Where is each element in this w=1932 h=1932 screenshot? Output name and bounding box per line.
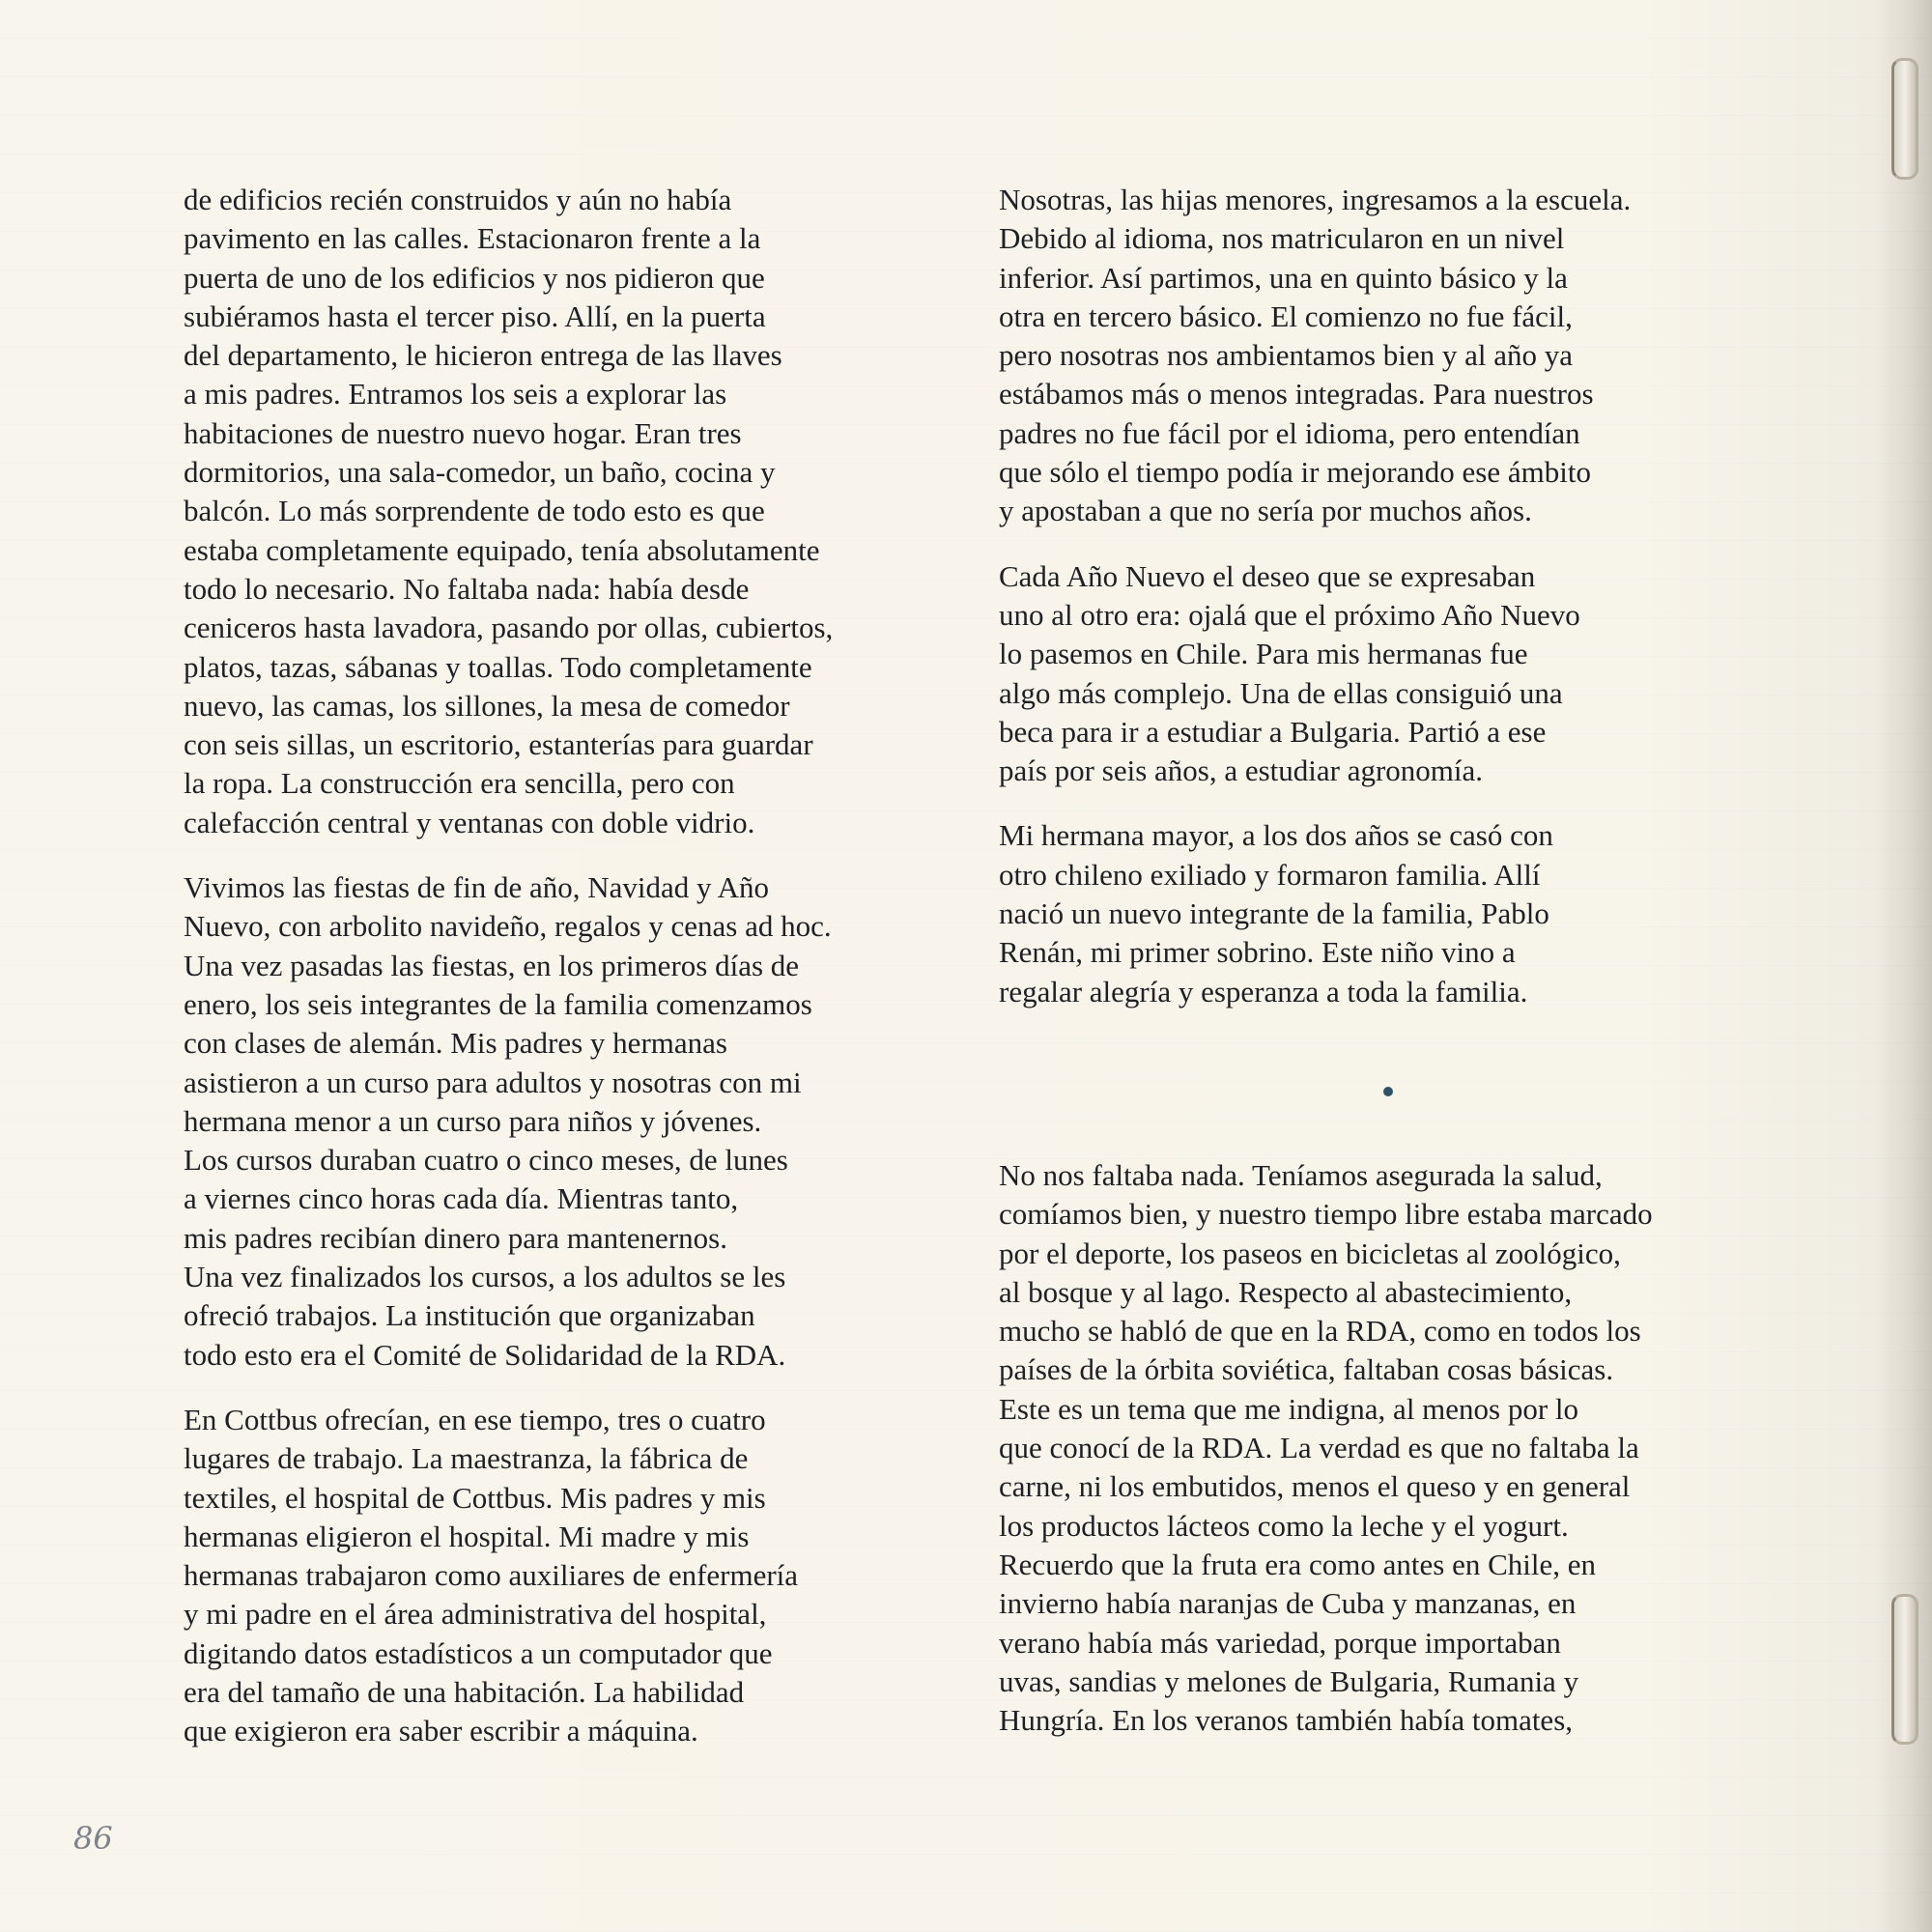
text-line: hermanas eligieron el hospital. Mi madre y mis (184, 1519, 750, 1553)
text-line: de edificios recién construidos y aún no había (184, 183, 732, 216)
text-line: Este es un tema que me indigna, al menos por lo (999, 1391, 1579, 1426)
text-line: Debido al idioma, nos matricularon en un nivel (999, 221, 1565, 256)
text-line: Hungría. En los veranos también había tomates, (999, 1703, 1574, 1738)
text-line: subiéramos hasta el tercer piso. Allí, en la puerta (184, 298, 766, 333)
text-line: textiles, el hospital de Cottbus. Mis padres y mis (184, 1480, 766, 1515)
text-line: puerta de uno de los edificios y nos pidieron que (184, 260, 765, 295)
text-line: Los cursos duraban cuatro o cinco meses, de lunes (184, 1143, 788, 1178)
text-line: lugares de trabajo. La maestranza, la fábrica de (184, 1441, 749, 1476)
text-line: por el deporte, los paseos en bicicletas al zoológico, (999, 1236, 1621, 1270)
text-line: mis padres recibían dinero para mantenernos. (184, 1220, 727, 1255)
left-paragraph-1 (184, 181, 966, 842)
text-line: la ropa. La construcción era sencilla, pero con (184, 766, 735, 801)
text-line: invierno había naranjas de Cuba y manzanas, en (999, 1586, 1577, 1621)
text-line: platos, tazas, sábanas y toallas. Todo completamente (184, 649, 812, 684)
right-paragraph-4 (999, 1156, 1781, 1740)
text-line: países de la órbita soviética, faltaban cosas básicas. (999, 1352, 1614, 1387)
text-line: regalar alegría y esperanza a toda la familia. (999, 974, 1528, 1009)
text-line: que sólo el tiempo podía ir mejorando ese ámbito (999, 455, 1591, 490)
right-column (999, 181, 1781, 1037)
text-line: Una vez pasadas las fiestas, en los primeros días de (184, 948, 800, 982)
text-line: y mi padre en el área administrativa del hospital, (184, 1597, 767, 1632)
text-line: En Cottbus ofrecían, en ese tiempo, tres o cuatro (184, 1402, 766, 1436)
text-line: digitando datos estadísticos a un computador que (184, 1635, 773, 1670)
text-line: carne, ni los embutidos, menos el queso y en general (999, 1469, 1631, 1504)
left-paragraph-3 (184, 1401, 966, 1751)
text-line: con seis sillas, un escritorio, estanterías para guardar (184, 727, 813, 762)
text-line: y apostaban a que no sería por muchos años. (999, 494, 1532, 528)
text-line: ofreció trabajos. La institución que organizaban (184, 1298, 755, 1333)
text-line: otra en tercero básico. El comienzo no fue fácil, (999, 298, 1573, 333)
binding-ring-bottom (1891, 1594, 1918, 1745)
text-line: país por seis años, a estudiar agronomía. (999, 753, 1484, 788)
text-line: Recuerdo que la fruta era como antes en Chile, en (999, 1547, 1597, 1581)
text-line: lo pasemos en Chile. Para mis hermanas fue (999, 637, 1528, 671)
section-divider-dot (1383, 1087, 1393, 1096)
page-number: 86 (73, 1820, 113, 1857)
text-line: todo esto era el Comité de Solidaridad de la RDA. (184, 1337, 786, 1372)
text-line: uno al otro era: ojalá que el próximo Año Nuevo (999, 597, 1580, 632)
text-line: verano había más variedad, porque importaban (999, 1625, 1561, 1660)
text-line: los productos lácteos como la leche y el yogurt. (999, 1508, 1569, 1543)
text-line: pero nosotras nos ambientamos bien y al año ya (999, 338, 1574, 373)
text-line: asistieron a un curso para adultos y nosotras con mi (184, 1065, 802, 1099)
text-line: nació un nuevo integrante de la familia, Pablo (999, 896, 1549, 931)
text-line: Una vez finalizados los cursos, a los adultos se les (184, 1260, 786, 1294)
text-line: algo más complejo. Una de ellas consiguió una (999, 675, 1563, 710)
binding-ring-top (1891, 58, 1918, 180)
text-line: que exigieron era saber escribir a máquina. (184, 1714, 698, 1748)
text-line: a mis padres. Entramos los seis a explorar las (184, 377, 727, 412)
text-line: Nuevo, con arbolito navideño, regalos y cenas ad hoc. (184, 909, 832, 944)
text-line: mucho se habló de que en la RDA, como en todos los (999, 1314, 1641, 1349)
text-line: inferior. Así partimos, una en quinto básico y la (999, 260, 1568, 295)
text-line: Cada Año Nuevo el deseo que se expresaban (999, 558, 1536, 593)
text-line: otro chileno exiliado y formaron familia. Allí (999, 857, 1541, 892)
text-line: habitaciones de nuestro nuevo hogar. Eran tres (184, 415, 742, 450)
text-line: beca para ir a estudiar a Bulgaria. Partió a ese (999, 714, 1547, 749)
text-line: pavimento en las calles. Estacionaron frente a la (184, 221, 761, 256)
text-line: estábamos más o menos integradas. Para nuestros (999, 377, 1594, 412)
text-line: todo lo necesario. No faltaba nada: había desde (184, 571, 750, 606)
text-line: Renán, mi primer sobrino. Este niño vino a (999, 935, 1516, 970)
text-line: hermanas trabajaron como auxiliares de enfermería (184, 1558, 799, 1593)
right-paragraph-2 (999, 557, 1781, 791)
text-line: calefacción central y ventanas con doble vidrio. (184, 805, 755, 839)
text-line: ceniceros hasta lavadora, pasando por ollas, cubiertos, (184, 611, 834, 645)
right-paragraph-3 (999, 816, 1781, 1010)
right-column-lower (999, 1156, 1781, 1766)
text-line: No nos faltaba nada. Teníamos asegurada la salud, (999, 1158, 1603, 1192)
text-line: enero, los seis integrantes de la familia comenzamos (184, 986, 812, 1021)
text-line: con clases de alemán. Mis padres y hermanas (184, 1026, 727, 1061)
left-paragraph-2 (184, 868, 966, 1375)
text-line: a viernes cinco horas cada día. Mientras tanto, (184, 1181, 739, 1216)
text-line: que conocí de la RDA. La verdad es que no faltaba la (999, 1431, 1639, 1465)
text-line: estaba completamente equipado, tenía absolutamente (184, 532, 820, 567)
text-line: padres no fue fácil por el idioma, pero entendían (999, 415, 1580, 450)
text-line: al bosque y al lago. Respecto al abastecimiento, (999, 1274, 1573, 1309)
text-line: era del tamaño de una habitación. La habilidad (184, 1674, 745, 1709)
left-column (184, 181, 966, 1777)
text-line: Mi hermana mayor, a los dos años se casó con (999, 818, 1553, 853)
text-line: Nosotras, las hijas menores, ingresamos a la escuela. (999, 183, 1632, 216)
text-line: balcón. Lo más sorprendente de todo esto es que (184, 494, 765, 528)
text-line: dormitorios, una sala-comedor, un baño, cocina y (184, 455, 776, 490)
text-line: Vivimos las fiestas de fin de año, Navidad y Año (184, 870, 769, 905)
text-line: hermana menor a un curso para niños y jóvenes. (184, 1103, 762, 1138)
text-line: nuevo, las camas, los sillones, la mesa de comedor (184, 688, 790, 723)
text-line: comíamos bien, y nuestro tiempo libre estaba marcado (999, 1197, 1653, 1232)
text-line: del departamento, le hicieron entrega de las llaves (184, 338, 782, 373)
right-paragraph-1 (999, 181, 1781, 531)
text-line: uvas, sandias y melones de Bulgaria, Rumania y (999, 1663, 1579, 1698)
